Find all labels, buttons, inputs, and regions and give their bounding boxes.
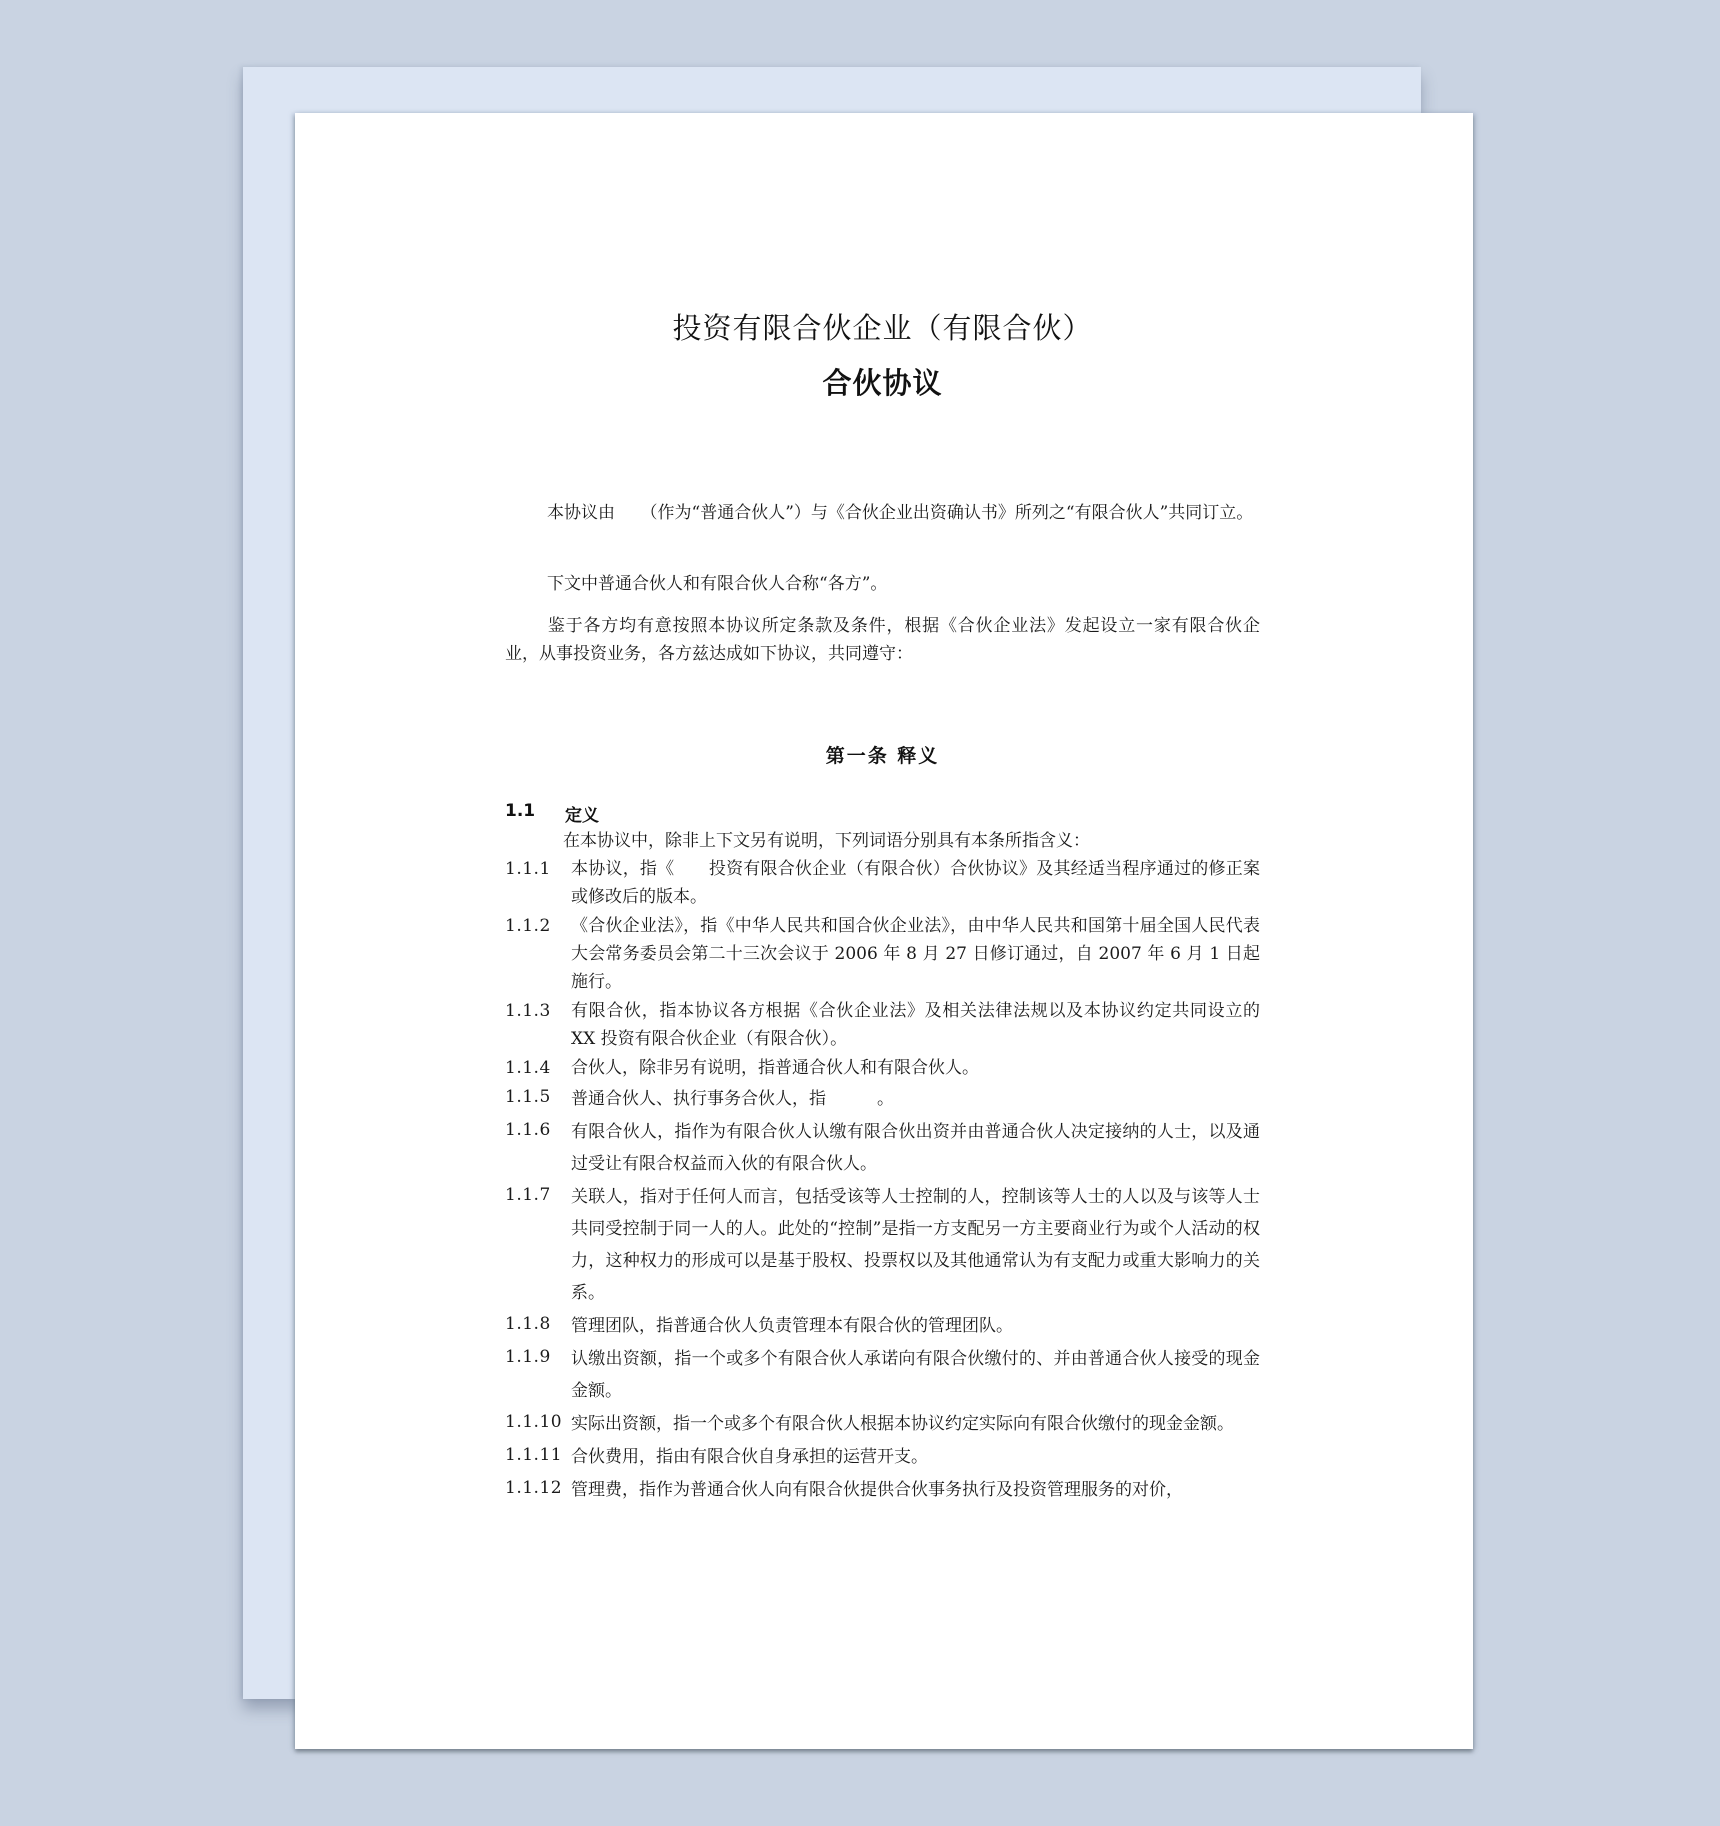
definition-number: 1.1.6 <box>505 1120 551 1140</box>
definition-item <box>505 1343 1260 1407</box>
definition-item <box>505 1474 1260 1506</box>
section-title: 定义 <box>565 806 599 826</box>
definition-item <box>505 855 1260 911</box>
definition-item <box>505 1083 1260 1115</box>
definition-text: 管理费，指作为普通合伙人向有限合伙提供合伙事务执行及投资管理服务的对价， <box>571 1480 1183 1500</box>
definition-text: 合伙人，除非另有说明，指普通合伙人和有限合伙人。 <box>571 1058 979 1078</box>
definition-text: 关联人，指对于任何人而言，包括受该等人士控制的人，控制该等人士的人以及与该等人士共同受控制于同一人的人。此处的“控制”是指一方支配另一方主要商业行为或个人活动的权力，这种权力的形成可以是基于股权、投票权以及其他通常认为有支配力或重大影响力的关系。 <box>571 1187 1260 1303</box>
definition-text: 本协议，指《 投资有限合伙企业（有限合伙）合伙协议》及其经适当程序通过的修正案或修改后的版本。 <box>571 859 1260 907</box>
definition-item <box>505 1310 1260 1342</box>
definition-text: 合伙费用，指由有限合伙自身承担的运营开支。 <box>571 1447 928 1467</box>
article-heading: 第一条 释义 <box>825 745 940 767</box>
definition-number: 1.1.1 <box>505 859 551 879</box>
preamble-text-1: 本协议由 （作为“普通合伙人”）与《合伙企业出资确认书》所列之“有限合伙人”共同订立。 <box>547 503 1254 523</box>
definition-item <box>505 1441 1260 1473</box>
definition-number: 1.1.7 <box>505 1185 551 1205</box>
definition-text: 认缴出资额，指一个或多个有限合伙人承诺向有限合伙缴付的、并由普通合伙人接受的现金金额。 <box>571 1349 1260 1401</box>
definition-text: 有限合伙，指本协议各方根据《合伙企业法》及相关法律法规以及本协议约定共同设立的 XX 投资有限合伙企业（有限合伙）。 <box>571 1001 1260 1049</box>
definition-number: 1.1.4 <box>505 1058 551 1078</box>
section-heading <box>505 801 599 826</box>
definition-item <box>505 1054 1260 1082</box>
definition-text: 有限合伙人，指作为有限合伙人认缴有限合伙出资并由普通合伙人决定接纳的人士，以及通过受让有限合权益而入伙的有限合伙人。 <box>571 1122 1260 1174</box>
definition-number: 1.1.5 <box>505 1087 551 1107</box>
section-intro: 在本协议中，除非上下文另有说明，下列词语分别具有本条所指含义： <box>563 831 1090 851</box>
definition-text: 普通合伙人、执行事务合伙人，指 。 <box>571 1089 894 1109</box>
definition-text: 管理团队，指普通合伙人负责管理本有限合伙的管理团队。 <box>571 1316 1013 1336</box>
definition-item <box>505 912 1260 996</box>
definition-text: 实际出资额，指一个或多个有限合伙人根据本协议约定实际向有限合伙缴付的现金金额。 <box>571 1414 1234 1434</box>
document-subtitle: 合伙协议 <box>822 366 943 400</box>
definition-text: 《合伙企业法》，指《中华人民共和国合伙企业法》，由中华人民共和国第十届全国人民代表大会常务委员会第二十三次会议于 2006 年 8 月 27 日修订通过，自 2007 年 6 月 1 日起施行。 <box>571 916 1260 992</box>
definition-number: 1.1.8 <box>505 1314 551 1334</box>
preamble-text-3: 鉴于各方均有意按照本协议所定条款及条件，根据《合伙企业法》发起设立一家有限合伙企业，从事投资业务，各方兹达成如下协议，共同遵守： <box>505 616 1260 664</box>
definition-number: 1.1.9 <box>505 1347 551 1367</box>
definition-number: 1.1.11 <box>505 1445 563 1465</box>
definition-item <box>505 1408 1260 1440</box>
preamble-paragraph-1 <box>505 499 1260 527</box>
definition-number: 1.1.12 <box>505 1478 563 1498</box>
definition-number: 1.1.2 <box>505 916 551 936</box>
definition-number: 1.1.10 <box>505 1412 563 1432</box>
preamble-text-2: 下文中普通合伙人和有限合伙人合称“各方”。 <box>547 574 888 594</box>
preamble-paragraph-2 <box>505 570 1260 598</box>
definition-item <box>505 1181 1260 1309</box>
definitions-list <box>505 855 1260 1507</box>
preamble-paragraph-3 <box>505 612 1260 668</box>
definition-item <box>505 1116 1260 1180</box>
section-number: 1.1 <box>505 801 536 821</box>
document-title: 投资有限合伙企业（有限合伙） <box>672 311 1093 345</box>
definition-number: 1.1.3 <box>505 1001 551 1021</box>
front-page-sheet <box>295 113 1473 1749</box>
definition-item <box>505 997 1260 1053</box>
